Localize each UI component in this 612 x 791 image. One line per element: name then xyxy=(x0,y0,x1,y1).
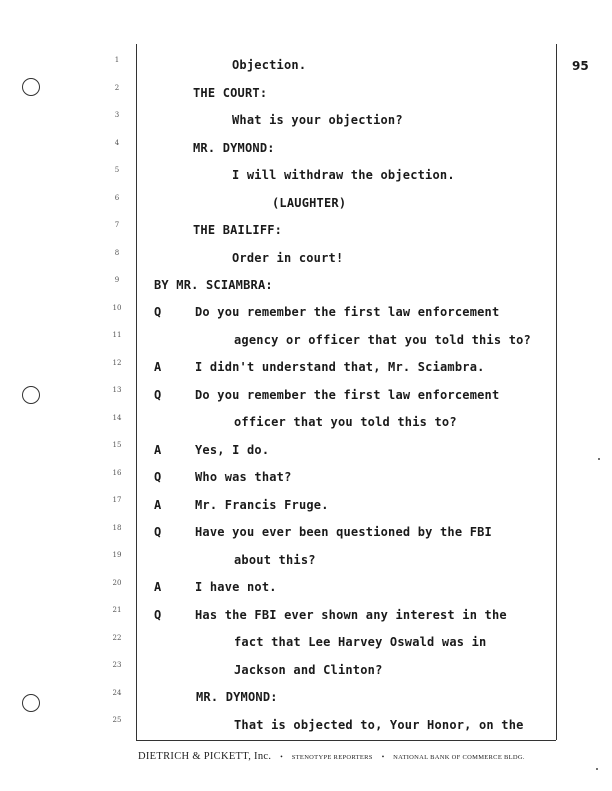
line-number: 10 xyxy=(112,304,122,312)
line-number: 5 xyxy=(114,166,120,174)
footer-rule xyxy=(136,740,556,741)
transcript-line: I will withdraw the objection. xyxy=(232,168,455,182)
transcript-line: I didn't understand that, Mr. Sciambra. xyxy=(195,360,485,374)
line-number: 25 xyxy=(112,716,122,724)
examiner-label: BY MR. SCIAMBRA: xyxy=(154,278,273,292)
question-marker: Q xyxy=(154,470,162,484)
line-number: 11 xyxy=(112,331,122,339)
line-number: 21 xyxy=(112,606,122,614)
reporter-footer xyxy=(138,746,558,764)
transcript-line: Who was that? xyxy=(195,470,292,484)
speaker-label: THE BAILIFF: xyxy=(193,223,283,237)
firm-name: DIETRICH & PICKETT, Inc. xyxy=(138,751,272,762)
line-number: 7 xyxy=(114,221,120,229)
transcript-line: agency or officer that you told this to? xyxy=(234,333,531,347)
line-number: 15 xyxy=(112,441,122,449)
answer-marker: A xyxy=(154,580,162,594)
line-number: 9 xyxy=(114,276,120,284)
speaker-label: MR. DYMOND: xyxy=(196,690,278,704)
line-number: 22 xyxy=(112,634,122,642)
transcript-line: fact that Lee Harvey Oswald was in xyxy=(234,635,487,649)
transcript-line: Do you remember the first law enforcement xyxy=(195,305,500,319)
scan-speck xyxy=(596,768,598,770)
line-number: 3 xyxy=(114,111,120,119)
binder-hole-bottom xyxy=(22,694,40,712)
line-number: 23 xyxy=(112,661,122,669)
answer-marker: A xyxy=(154,360,162,374)
line-number: 12 xyxy=(112,359,122,367)
transcript-line: Has the FBI ever shown any interest in the xyxy=(195,608,507,622)
question-marker: Q xyxy=(154,305,162,319)
line-number: 24 xyxy=(112,689,122,697)
question-marker: Q xyxy=(154,608,162,622)
transcript-line: officer that you told this to? xyxy=(234,415,457,429)
scan-speck xyxy=(598,458,600,460)
line-number: 13 xyxy=(112,386,122,394)
question-marker: Q xyxy=(154,388,162,402)
speaker-label: MR. DYMOND: xyxy=(193,141,275,155)
page-number: 95 xyxy=(572,59,589,73)
transcript-line: Jackson and Clinton? xyxy=(234,663,383,677)
transcript-line: Do you remember the first law enforcement xyxy=(195,388,500,402)
transcript-line: That is objected to, Your Honor, on the xyxy=(234,718,524,732)
line-number: 1 xyxy=(114,56,120,64)
left-margin-rule xyxy=(136,44,137,740)
transcript-line: Have you ever been questioned by the FBI xyxy=(195,525,492,539)
transcript-line: Objection. xyxy=(232,58,307,72)
footer-service: STENOTYPE REPORTERS xyxy=(291,754,373,761)
footer-separator: • xyxy=(381,753,385,761)
footer-address: NATIONAL BANK OF COMMERCE BLDG. xyxy=(393,754,525,761)
line-number: 19 xyxy=(112,551,122,559)
line-number: 6 xyxy=(114,194,120,202)
binder-hole-middle xyxy=(22,386,40,404)
transcript-line: What is your objection? xyxy=(232,113,403,127)
speaker-label: THE COURT: xyxy=(193,86,268,100)
line-number: 2 xyxy=(114,84,120,92)
line-number: 18 xyxy=(112,524,122,532)
footer-separator: • xyxy=(280,753,283,761)
transcript-line: about this? xyxy=(234,553,316,567)
answer-marker: A xyxy=(154,498,162,512)
line-number: 14 xyxy=(112,414,122,422)
transcript-line: I have not. xyxy=(195,580,277,594)
right-margin-rule xyxy=(556,44,557,740)
transcript-line: Mr. Francis Fruge. xyxy=(195,498,329,512)
line-number: 8 xyxy=(114,249,120,257)
transcript-line: (LAUGHTER) xyxy=(272,196,347,210)
line-number: 16 xyxy=(112,469,122,477)
binder-hole-top xyxy=(22,78,40,96)
transcript-line: Order in court! xyxy=(232,251,344,265)
line-number: 20 xyxy=(112,579,122,587)
line-number: 4 xyxy=(114,139,120,147)
transcript-line: Yes, I do. xyxy=(195,443,270,457)
line-number: 17 xyxy=(112,496,122,504)
question-marker: Q xyxy=(154,525,162,539)
answer-marker: A xyxy=(154,443,162,457)
